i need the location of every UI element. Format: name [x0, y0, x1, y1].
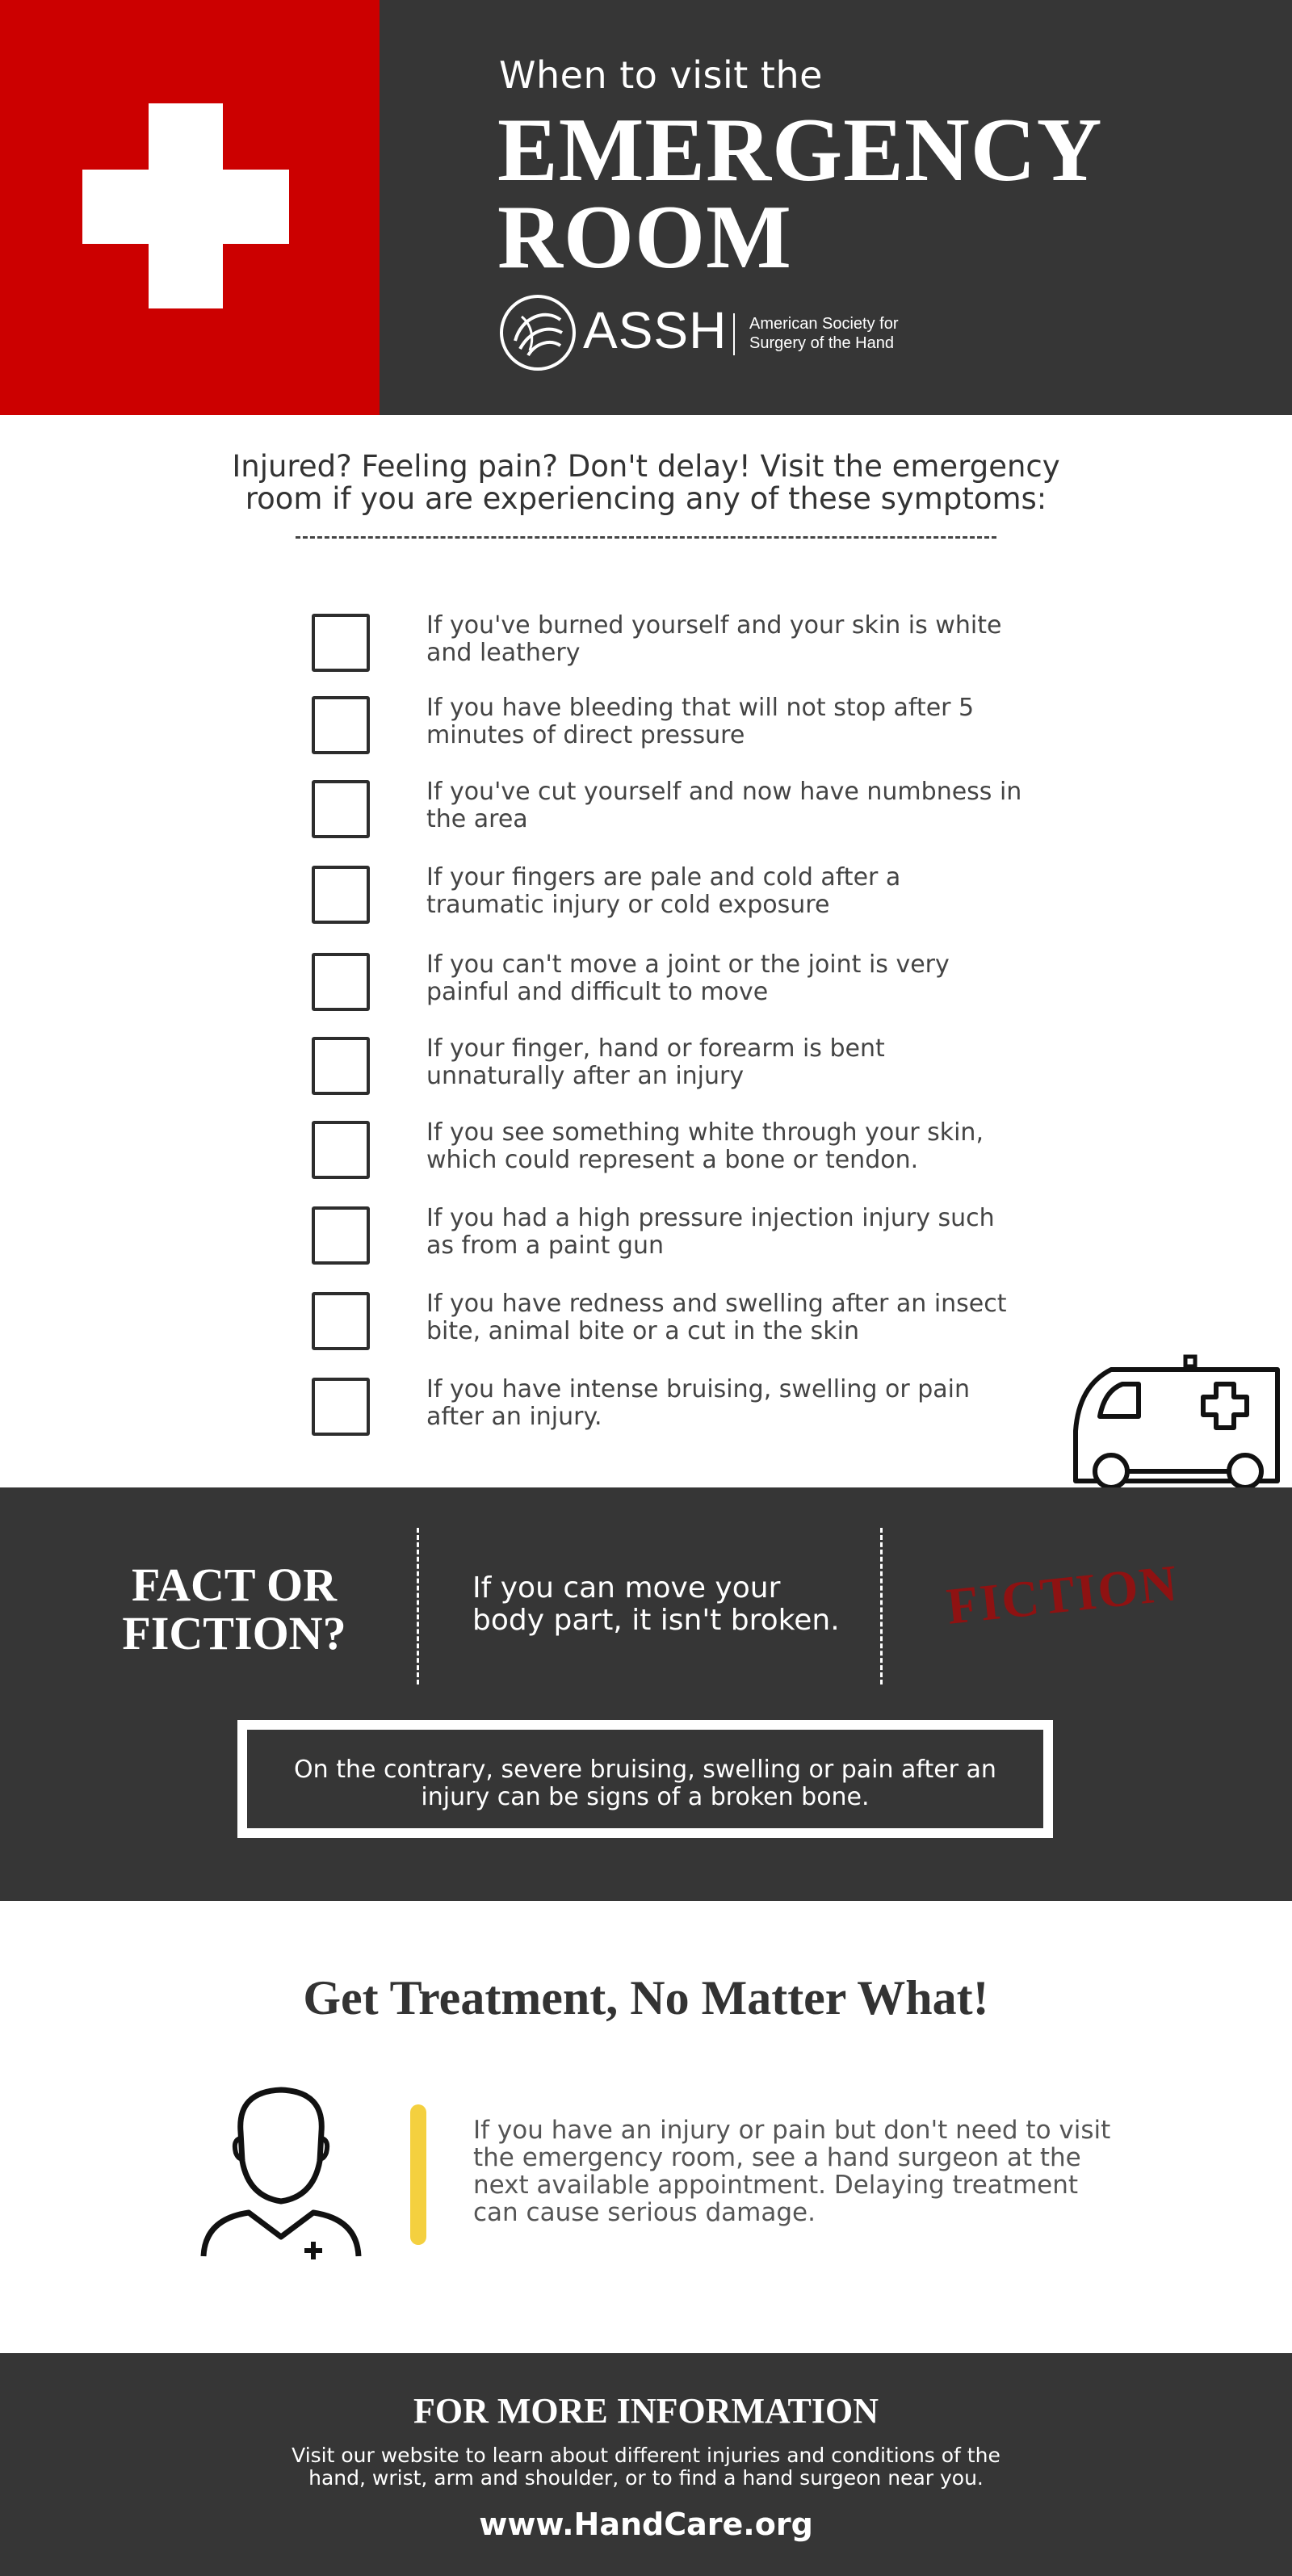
medical-cross-icon	[0, 0, 380, 415]
intro-line1: Injured? Feeling pain? Don't delay! Visit the emergency	[232, 449, 1060, 484]
fof-title-line1: FACT OR	[131, 1559, 338, 1611]
answer-line1: On the contrary, severe bruising, swelling or pain after an	[294, 1756, 996, 1784]
header-kicker: When to visit the	[499, 53, 823, 97]
answer-line2: injury can be signs of a broken bone.	[421, 1783, 870, 1811]
checklist-item	[0, 950, 1050, 1017]
dashed-divider	[296, 536, 996, 539]
footer	[0, 2353, 1292, 2576]
checklist-item	[0, 1118, 1050, 1185]
treatment-line1: If you have an injury or pain but don't need to visit	[473, 2116, 1111, 2145]
header-banner	[0, 0, 1292, 415]
checklist-text: If you've burned yourself and your skin is white and leathery	[426, 611, 1002, 667]
checkbox[interactable]	[312, 614, 370, 672]
logo-wordmark: ASSH	[583, 301, 728, 359]
checklist-item	[0, 863, 1050, 930]
ambulance-icon	[1071, 1353, 1282, 1489]
fof-statement-line1: If you can move your	[472, 1571, 781, 1605]
footer-heading: FOR MORE INFORMATION	[413, 2391, 879, 2431]
checklist-text: If you can't move a joint or the joint is very painful and difficult to move	[426, 950, 950, 1006]
checklist-item	[0, 780, 1050, 845]
footer-line1: Visit our website to learn about different injuries and conditions of the	[292, 2444, 1000, 2467]
page-title-line1: EMERGENCY	[497, 100, 1103, 200]
checkbox[interactable]	[312, 1121, 370, 1179]
doctor-icon	[200, 2083, 362, 2261]
checklist-item	[0, 1206, 1050, 1271]
treatment-heading: Get Treatment, No Matter What!	[303, 1971, 989, 2024]
fof-title-line2: FICTION?	[122, 1607, 346, 1659]
checkbox[interactable]	[312, 1206, 370, 1265]
fact-or-fiction-panel	[0, 1487, 1292, 1901]
checkbox[interactable]	[312, 1292, 370, 1350]
page-title-line2: ROOM	[497, 187, 792, 287]
checkbox[interactable]	[312, 953, 370, 1011]
checklist-text: If your fingers are pale and cold after a traumatic injury or cold exposure	[426, 863, 901, 919]
checkbox[interactable]	[312, 1378, 370, 1436]
checkbox[interactable]	[312, 780, 370, 838]
logo-divider	[733, 313, 735, 355]
checklist-text: If your finger, hand or forearm is bent unnaturally after an injury	[426, 1034, 885, 1090]
checklist-text: If you have intense bruising, swelling or pain after an injury.	[426, 1375, 970, 1431]
treatment-line3: next available appointment. Delaying treatment	[473, 2171, 1079, 2200]
checklist-item	[0, 696, 1050, 761]
logo-org-line1: American Society for	[749, 315, 899, 333]
checklist-text: If you have bleeding that will not stop after 5 minutes of direct pressure	[426, 694, 975, 749]
treatment-line4: can cause serious damage.	[473, 2198, 816, 2227]
accent-bar	[410, 2104, 426, 2245]
checklist-text: If you have redness and swelling after an insect bite, animal bite or a cut in the skin	[426, 1290, 1007, 1345]
checkbox[interactable]	[312, 696, 370, 754]
footer-line2: hand, wrist, arm and shoulder, or to find a hand surgeon near you.	[308, 2466, 984, 2490]
checklist-item	[0, 1292, 1050, 1357]
checklist-item	[0, 1034, 1050, 1101]
vertical-divider	[417, 1528, 419, 1684]
cross-horizontal-bar	[82, 170, 289, 244]
checklist-item	[0, 1375, 1050, 1442]
assh-logo-icon	[497, 292, 578, 373]
checklist-text: If you had a high pressure injection injury such as from a paint gun	[426, 1204, 995, 1260]
intro-line2: room if you are experiencing any of these symptoms:	[245, 481, 1047, 516]
logo-org-line2: Surgery of the Hand	[749, 334, 894, 352]
fiction-stamp: FICTION	[944, 1554, 1181, 1635]
checklist-item	[0, 611, 1050, 678]
checklist-text: If you see something white through your skin, which could represent a bone or tendon.	[426, 1118, 984, 1174]
answer-box	[237, 1720, 1053, 1838]
treatment-line2: the emergency room, see a hand surgeon at the	[473, 2143, 1081, 2172]
checkbox[interactable]	[312, 866, 370, 924]
website-link[interactable]: www.HandCare.org	[479, 2507, 813, 2542]
checkbox[interactable]	[312, 1037, 370, 1095]
checklist-text: If you've cut yourself and now have numbness in the area	[426, 778, 1022, 833]
fof-statement-line2: body part, it isn't broken.	[472, 1604, 840, 1637]
vertical-divider	[880, 1528, 883, 1684]
